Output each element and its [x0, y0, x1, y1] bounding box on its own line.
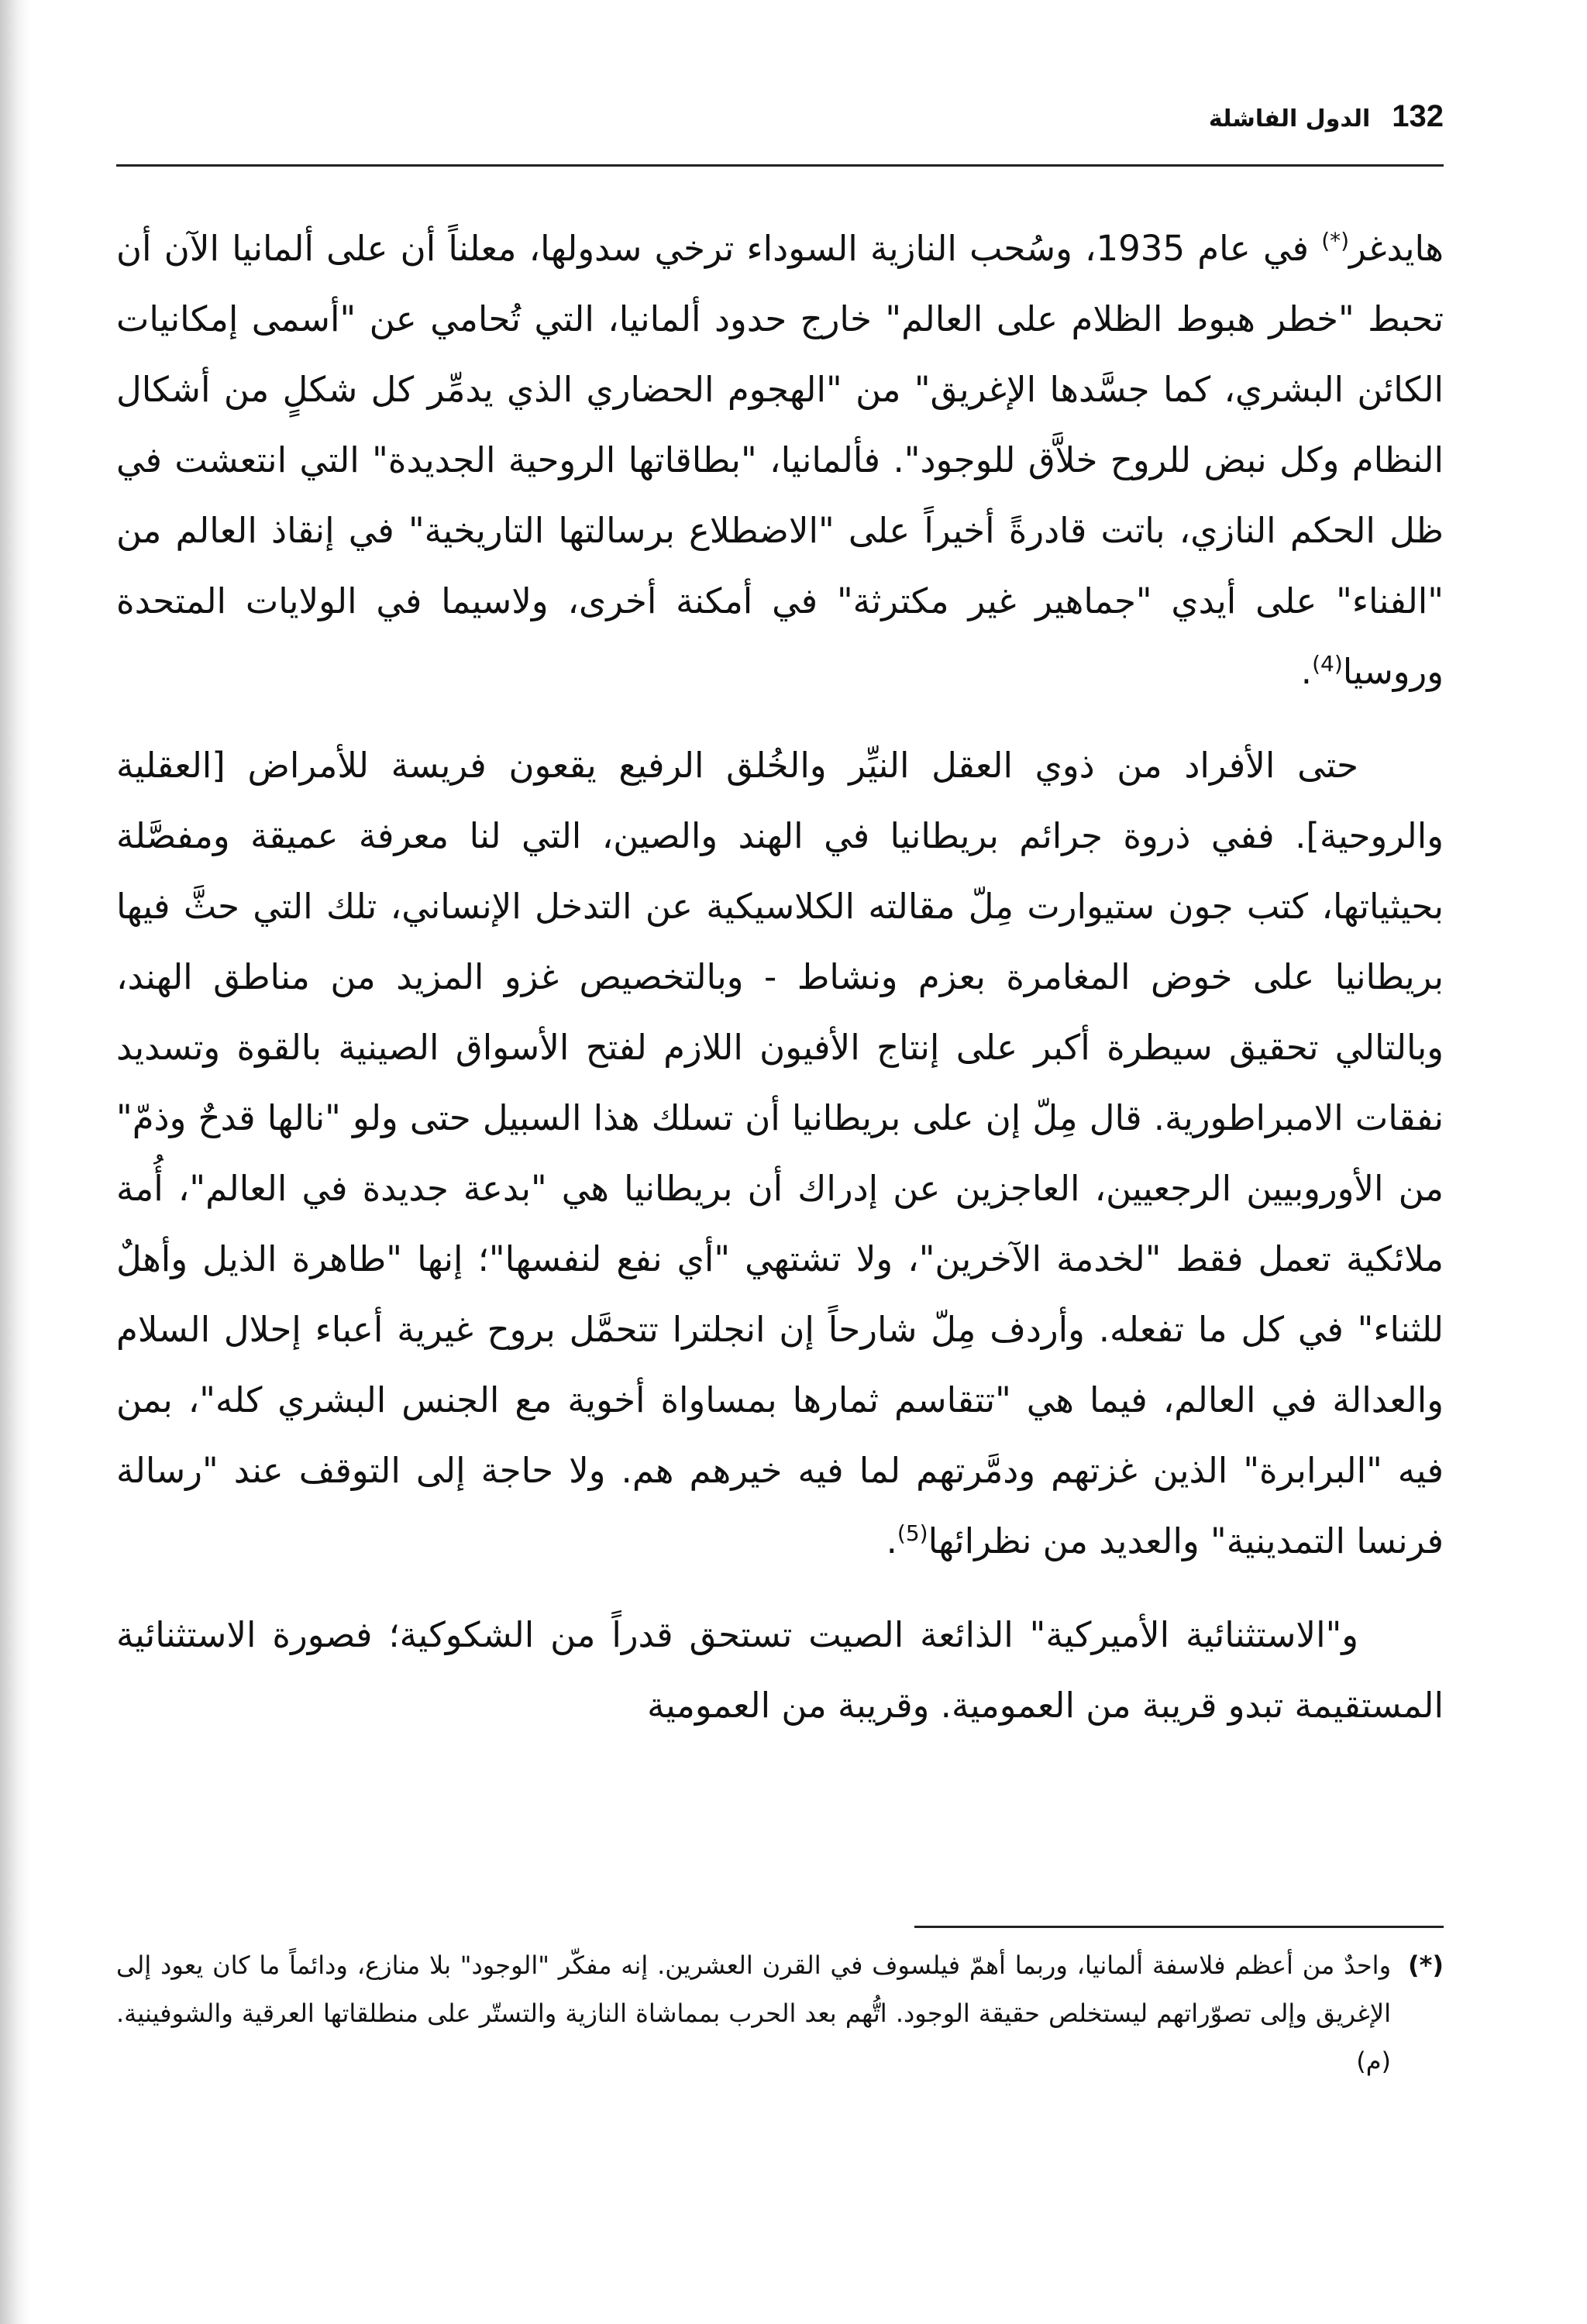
- running-title: الدول الفاشلة: [1208, 105, 1371, 133]
- footnote-rule: [914, 1926, 1444, 1928]
- paragraph-1-end: .: [1300, 651, 1313, 692]
- paragraph-2: [116, 730, 1444, 1576]
- main-text: [116, 213, 1444, 1740]
- paragraph-1-start: هايدغر: [1349, 228, 1444, 269]
- scan-edge-shadow: [0, 0, 31, 2324]
- page-number: 132: [1392, 99, 1444, 133]
- endnote-reference-4: (4): [1312, 651, 1343, 677]
- header-rule: [116, 164, 1444, 167]
- footnote-marker: (*): [1408, 1950, 1444, 1980]
- paragraph-1: [116, 213, 1444, 707]
- endnote-reference-5: (5): [897, 1520, 928, 1546]
- footnote-reference-star: (*): [1321, 228, 1350, 253]
- paragraph-1-text: في عام 1935، وسُحب النازية السوداء ترخي سدولها، معلناً أن على ألمانيا الآن أن تحبط "خطر هبوط الظلام على العالم" خارج حدود ألمانيا، التي تُحامي عن "أسمى إمكانيات الكائن البشري، كما جسَّدها الإغريق" من "الهجوم الحضاري الذي يدمِّر كل شكلٍ من أشكال النظام وكل نبض للروح خلاَّق للوجود". فألمانيا، "بطاقاتها الروحية الجديدة" التي انتعشت في ظل الحكم النازي، باتت قادرةً أخيراً على "الاضطلاع برسالتها التاريخية" في إنقاذ العالم من "الفناء" على أيدي "جماهير غير مكترثة" في أمكنة أخرى، ولاسيما في الولايات المتحدة وروسيا: [116, 228, 1444, 692]
- paragraph-3: و"الاستثنائية الأميركية" الذائعة الصيت تستحق قدراً من الشكوكية؛ فصورة الاستثنائية المستقيمة تبدو قريبة من العمومية. وقريبة من العمومية: [116, 1614, 1444, 1726]
- footnote-text: واحدٌ من أعظم فلاسفة ألمانيا، وربما أهمّ فيلسوف في القرن العشرين. إنه مفكّر "الوجود" بلا منازع، ودائماً ما كان يعود إلى الإغريق وإلى تصوّراتهم ليستخلص حقيقة الوجود. اتُّهم بعد الحرب بمماشاة النازية والتستّر على منطلقاتها العرقية والشوفينية. (م): [116, 1950, 1392, 2076]
- page-header: [116, 99, 1444, 153]
- footnote: [116, 1941, 1444, 2085]
- paragraph-2-end: .: [886, 1520, 897, 1561]
- paragraph-2-text: حتى الأفراد من ذوي العقل النيِّر والخُلق الرفيع يقعون فريسة للأمراض [العقلية والروحية]. ففي ذروة جرائم بريطانيا في الهند والصين، التي لنا معرفة عميقة ومفصَّلة بحيثياتها، كتب جون ستيوارت مِلّ مقالته الكلاسيكية عن التدخل الإنساني، تلك التي حثَّ فيها بريطانيا على خوض المغامرة بعزم ونشاط - وبالتخصيص غزو المزيد من مناطق الهند، وبالتالي تحقيق سيطرة أكبر على إنتاج الأفيون اللازم لفتح الأسواق الصينية بالقوة وتسديد نفقات الامبراطورية. قال مِلّ إن على بريطانيا أن تسلك هذا السبيل حتى ولو "نالها قدحٌ وذمّ" من الأوروبيين الرجعيين، العاجزين عن إدراك أن بريطانيا هي "بدعة جديدة في العالم"، أُمة ملائكية تعمل فقط "لخدمة الآخرين"، ولا تشتهي "أي نفع لنفسها"؛ إنها "طاهرة الذيل وأهلٌ للثناء" في كل ما تفعله. وأردف مِلّ شارحاً إن انجلترا تتحمَّل بروح غيرية أعباء إحلال السلام والعدالة في العالم، فيما هي "تتقاسم ثمارها بمساواة أخوية مع الجنس البشري كله"، بمن فيه "البرابرة" الذين غزتهم ودمَّرتهم لما فيه خيرهم هم. ولا حاجة إلى التوقف عند "رسالة فرنسا التمدينية" والعديد من نظرائها: [116, 745, 1444, 1561]
